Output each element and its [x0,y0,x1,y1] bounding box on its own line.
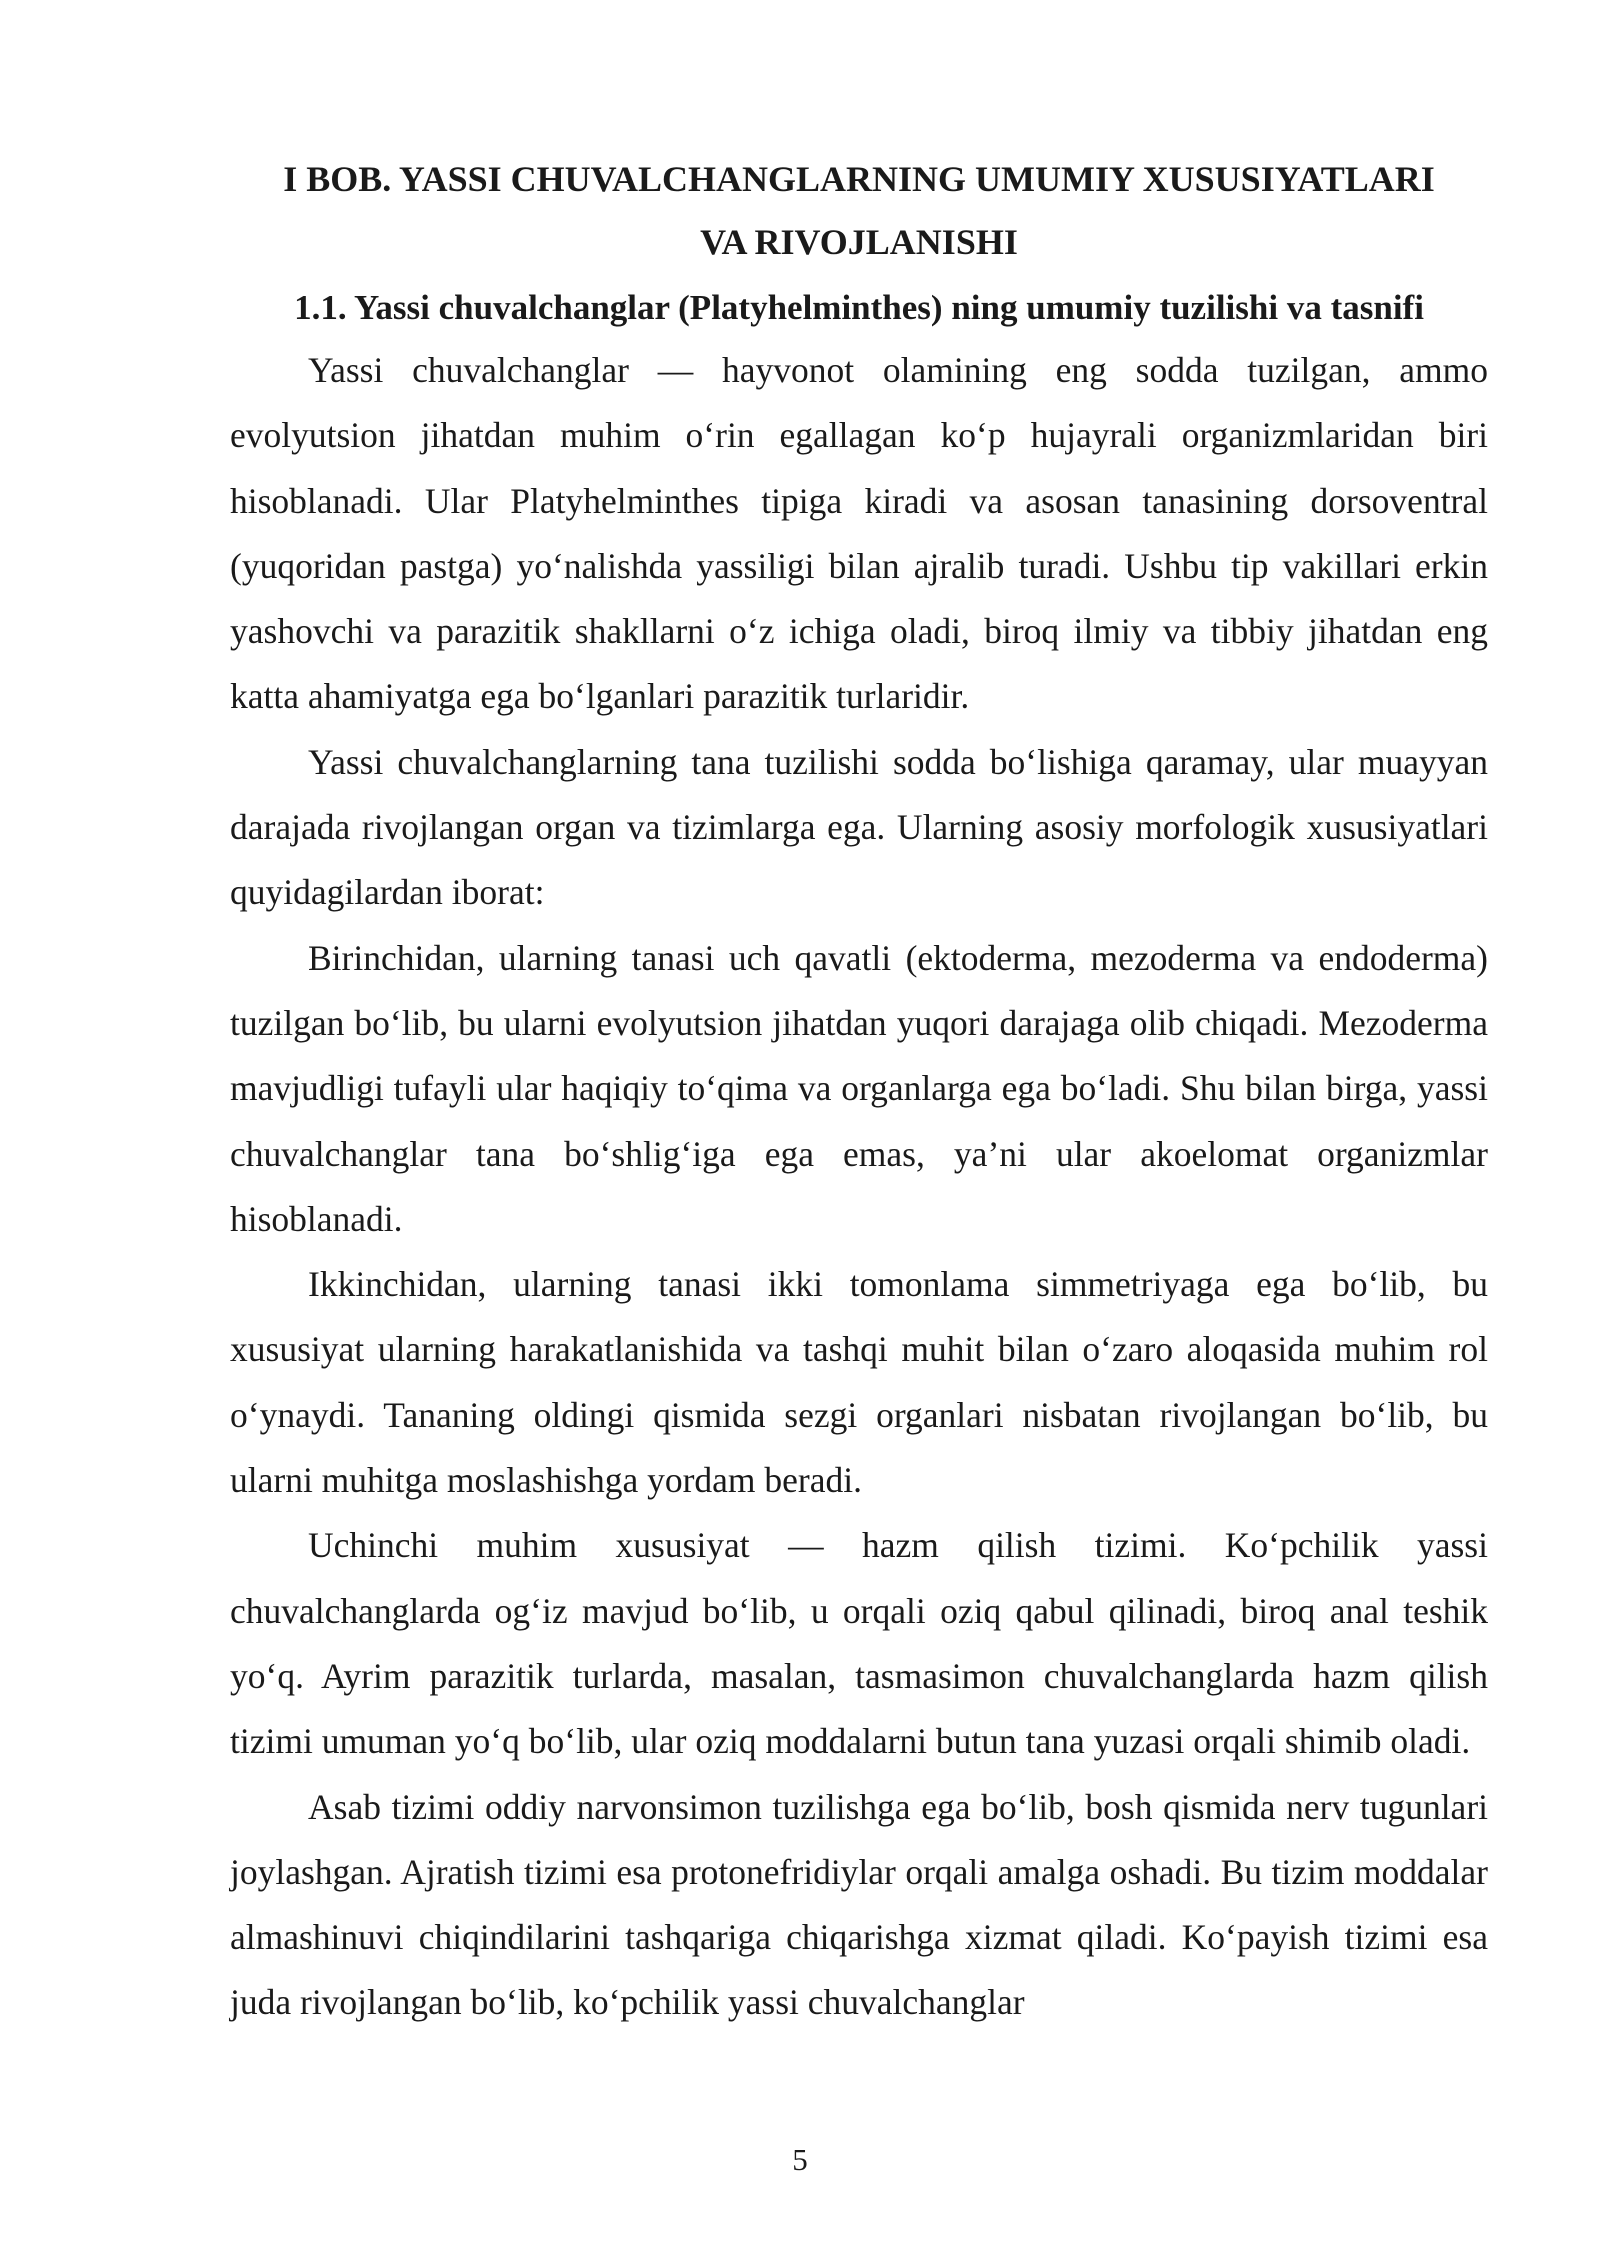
chapter-title-line-2: VA RIVOJLANISHI [700,222,1018,262]
chapter-title [230,148,1488,274]
paragraph-5: Uchinchi muhim xususiyat — hazm qilish tizimi. Ko‘pchilik yassi chuvalchanglarda og‘iz mavjud bo‘lib, u orqali oziq qabul qilinadi, biroq anal teshik yo‘q. Ayrim parazitik turlarda, masalan, tasmasimon chuvalchanglarda hazm qilish tizimi umuman yo‘q bo‘lib, ular oziq moddalarni butun tana yuzasi orqali shimib oladi. [230,1525,1488,1762]
paragraph-1: Yassi chuvalchanglar — hayvonot olamining eng sodda tuzilgan, ammo evolyutsion jihatdan muhim o‘rin egallagan ko‘p hujayrali organizmlaridan biri hisoblanadi. Ular Platyhelminthes tipiga kiradi va asosan tanasining dorsoventral (yuqoridan pastga) yo‘nalishda yassiligi bilan ajralib turadi. Ushbu tip vakillari erkin yashovchi va parazitik shakllarni o‘z ichiga oladi, biroq ilmiy va tibbiy jihatdan eng katta ahamiyatga ega bo‘lganlari parazitik turlaridir. [230,350,1488,717]
paragraph-2: Yassi chuvalchanglarning tana tuzilishi sodda bo‘lishiga qaramay, ular muayyan darajada rivojlangan organ va tizimlarga ega. Ularning asosiy morfologik xususiyatlari quyidagilardan iborat: [230,741,1488,913]
chapter-title-line-1: I BOB. YASSI CHUVALCHANGLARNING UMUMIY XUSUSIYATLARI [283,159,1435,199]
section-title: 1.1. Yassi chuvalchanglar (Platyhelminthes) ning umumiy tuzilishi va tasnifi [294,288,1424,327]
page-content [230,148,1488,2036]
paragraph-4: Ikkinchidan, ularning tanasi ikki tomonlama simmetriyaga ega bo‘lib, bu xususiyat ularning harakatlanishida va tashqi muhit bilan o‘zaro aloqasida muhim rol o‘ynaydi. Tananing oldingi qismida sezgi organlari nisbatan rivojlangan bo‘lib, bu ularni muhitga moslashishga yordam beradi. [230,1264,1488,1501]
paragraph-6: Asab tizimi oddiy narvonsimon tuzilishga ega bo‘lib, bosh qismida nerv tugunlari joylashgan. Ajratish tizimi esa protonefridiylar orqali amalga oshadi. Bu tizim moddalar almashinuvi chiqindilarini tashqariga chiqarishga xizmat qiladi. Ko‘payish tizimi esa juda rivojlangan bo‘lib, ko‘pchilik yassi chuvalchanglar [230,1786,1488,2023]
paragraph-3: Birinchidan, ularning tanasi uch qavatli (ektoderma, mezoderma va endoderma) tuzilgan bo‘lib, bu ularni evolyutsion jihatdan yuqori darajaga olib chiqadi. Mezoderma mavjudligi tufayli ular haqiqiy to‘qima va organlarga ega bo‘ladi. Shu bilan birga, yassi chuvalchanglar tana bo‘shlig‘iga ega emas, ya’ni ular akoelomat organizmlar hisoblanadi. [230,937,1488,1239]
page-number: 5 [792,2142,808,2177]
